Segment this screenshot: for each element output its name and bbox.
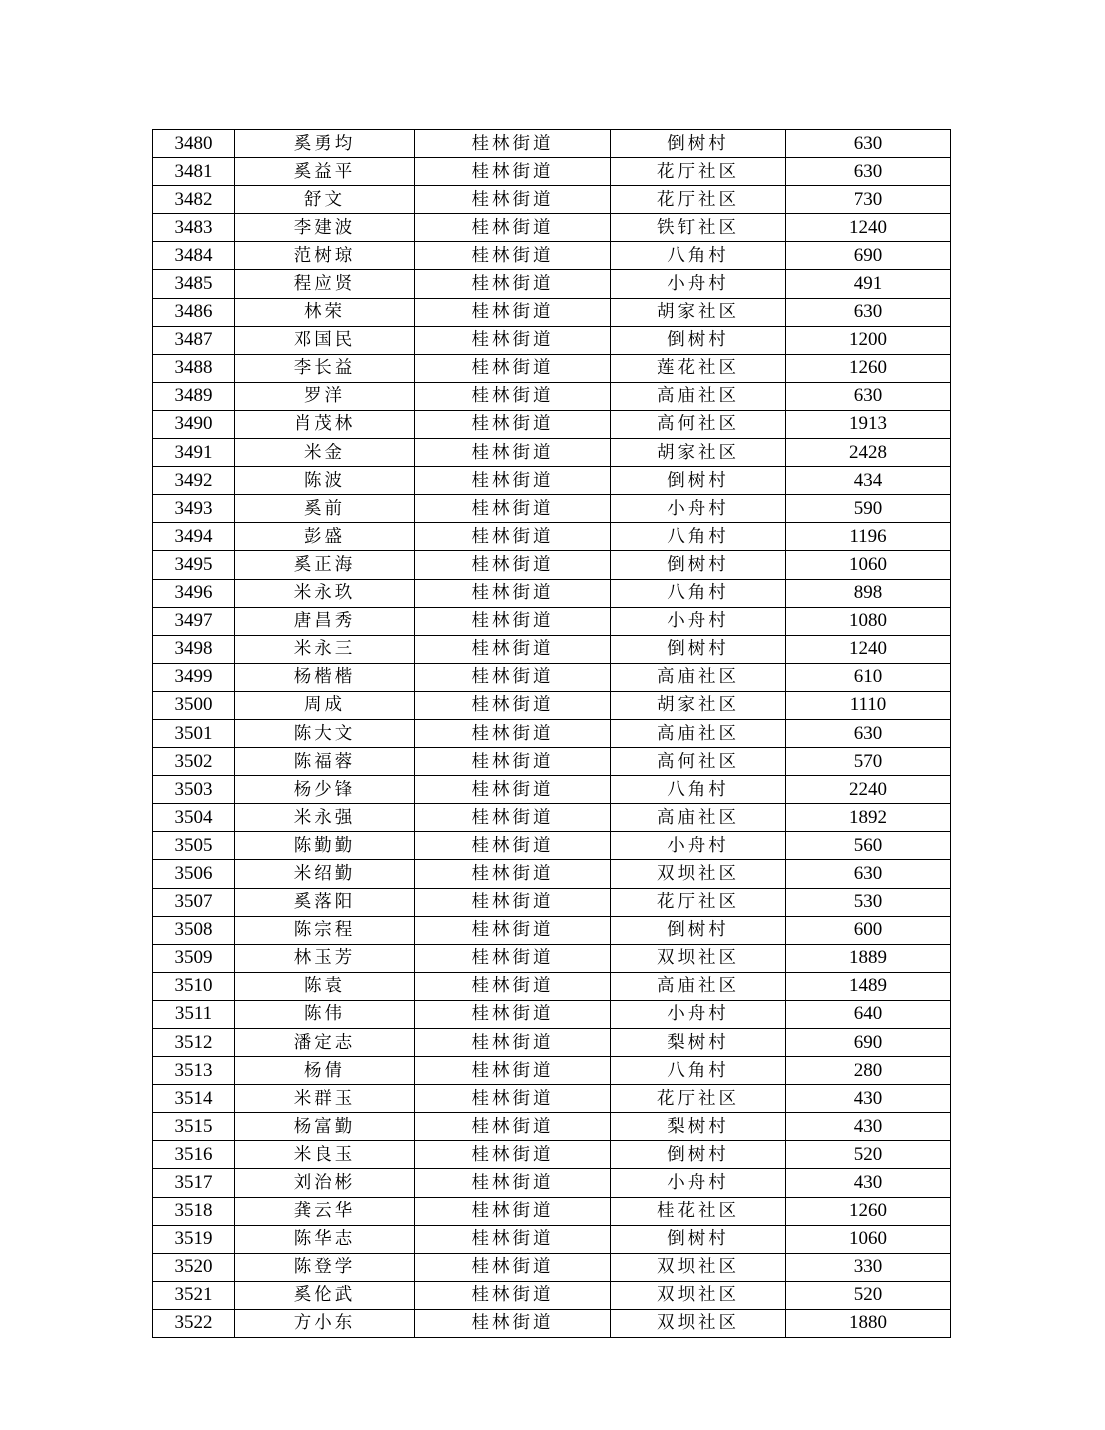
cell-community: 双坝社区 bbox=[611, 860, 786, 888]
cell-name: 方小东 bbox=[235, 1309, 415, 1337]
cell-amount: 1489 bbox=[786, 972, 951, 1000]
cell-amount: 1889 bbox=[786, 944, 951, 972]
cell-street: 桂林街道 bbox=[415, 439, 611, 467]
cell-name: 杨倩 bbox=[235, 1057, 415, 1085]
cell-street: 桂林街道 bbox=[415, 1141, 611, 1169]
cell-serial-no: 3515 bbox=[153, 1113, 235, 1141]
cell-name: 舒文 bbox=[235, 186, 415, 214]
cell-serial-no: 3481 bbox=[153, 158, 235, 186]
table-row bbox=[153, 635, 951, 663]
cell-community: 花厅社区 bbox=[611, 1085, 786, 1113]
cell-serial-no: 3521 bbox=[153, 1281, 235, 1309]
cell-amount: 570 bbox=[786, 748, 951, 776]
table-row bbox=[153, 888, 951, 916]
cell-name: 陈勤勤 bbox=[235, 832, 415, 860]
table-row bbox=[153, 1000, 951, 1028]
cell-name: 邓国民 bbox=[235, 326, 415, 354]
cell-community: 高庙社区 bbox=[611, 382, 786, 410]
cell-street: 桂林街道 bbox=[415, 326, 611, 354]
cell-serial-no: 3495 bbox=[153, 551, 235, 579]
cell-serial-no: 3484 bbox=[153, 242, 235, 270]
cell-street: 桂林街道 bbox=[415, 551, 611, 579]
cell-community: 小舟村 bbox=[611, 832, 786, 860]
cell-name: 李建波 bbox=[235, 214, 415, 242]
table-row bbox=[153, 523, 951, 551]
cell-amount: 430 bbox=[786, 1113, 951, 1141]
table-row bbox=[153, 242, 951, 270]
table-row bbox=[153, 382, 951, 410]
cell-community: 双坝社区 bbox=[611, 1253, 786, 1281]
cell-amount: 1240 bbox=[786, 635, 951, 663]
cell-name: 奚益平 bbox=[235, 158, 415, 186]
table-row bbox=[153, 439, 951, 467]
cell-amount: 690 bbox=[786, 242, 951, 270]
cell-amount: 560 bbox=[786, 832, 951, 860]
cell-name: 奚正海 bbox=[235, 551, 415, 579]
cell-name: 陈登学 bbox=[235, 1253, 415, 1281]
cell-serial-no: 3489 bbox=[153, 382, 235, 410]
cell-amount: 690 bbox=[786, 1029, 951, 1057]
cell-street: 桂林街道 bbox=[415, 523, 611, 551]
cell-serial-no: 3519 bbox=[153, 1225, 235, 1253]
table-row bbox=[153, 1057, 951, 1085]
cell-street: 桂林街道 bbox=[415, 1197, 611, 1225]
cell-street: 桂林街道 bbox=[415, 748, 611, 776]
cell-amount: 630 bbox=[786, 719, 951, 747]
cell-serial-no: 3498 bbox=[153, 635, 235, 663]
table-row bbox=[153, 551, 951, 579]
table-row bbox=[153, 1225, 951, 1253]
cell-street: 桂林街道 bbox=[415, 860, 611, 888]
table-row bbox=[153, 1253, 951, 1281]
cell-name: 米群玉 bbox=[235, 1085, 415, 1113]
cell-amount: 610 bbox=[786, 663, 951, 691]
cell-street: 桂林街道 bbox=[415, 1057, 611, 1085]
cell-amount: 520 bbox=[786, 1141, 951, 1169]
table-row bbox=[153, 1197, 951, 1225]
cell-name: 米永三 bbox=[235, 635, 415, 663]
cell-name: 奚落阳 bbox=[235, 888, 415, 916]
table-row bbox=[153, 130, 951, 158]
cell-serial-no: 3505 bbox=[153, 832, 235, 860]
cell-serial-no: 3518 bbox=[153, 1197, 235, 1225]
cell-street: 桂林街道 bbox=[415, 776, 611, 804]
cell-community: 小舟村 bbox=[611, 1000, 786, 1028]
table-row bbox=[153, 495, 951, 523]
cell-community: 胡家社区 bbox=[611, 691, 786, 719]
cell-serial-no: 3500 bbox=[153, 691, 235, 719]
cell-serial-no: 3503 bbox=[153, 776, 235, 804]
cell-community: 双坝社区 bbox=[611, 1281, 786, 1309]
cell-community: 铁钉社区 bbox=[611, 214, 786, 242]
cell-name: 米永玖 bbox=[235, 579, 415, 607]
cell-community: 胡家社区 bbox=[611, 298, 786, 326]
cell-name: 杨富勤 bbox=[235, 1113, 415, 1141]
cell-name: 林玉芳 bbox=[235, 944, 415, 972]
cell-name: 杨楷楷 bbox=[235, 663, 415, 691]
cell-name: 陈宗程 bbox=[235, 916, 415, 944]
cell-serial-no: 3502 bbox=[153, 748, 235, 776]
cell-serial-no: 3483 bbox=[153, 214, 235, 242]
cell-community: 高庙社区 bbox=[611, 719, 786, 747]
table-row bbox=[153, 270, 951, 298]
cell-name: 陈袁 bbox=[235, 972, 415, 1000]
cell-name: 彭盛 bbox=[235, 523, 415, 551]
cell-serial-no: 3499 bbox=[153, 663, 235, 691]
table-row bbox=[153, 326, 951, 354]
cell-name: 周成 bbox=[235, 691, 415, 719]
cell-amount: 434 bbox=[786, 467, 951, 495]
cell-street: 桂林街道 bbox=[415, 916, 611, 944]
cell-amount: 630 bbox=[786, 130, 951, 158]
cell-street: 桂林街道 bbox=[415, 888, 611, 916]
cell-amount: 590 bbox=[786, 495, 951, 523]
cell-serial-no: 3516 bbox=[153, 1141, 235, 1169]
cell-community: 花厅社区 bbox=[611, 186, 786, 214]
cell-community: 倒树村 bbox=[611, 1141, 786, 1169]
table-row bbox=[153, 944, 951, 972]
cell-street: 桂林街道 bbox=[415, 1225, 611, 1253]
table-row bbox=[153, 776, 951, 804]
cell-amount: 430 bbox=[786, 1085, 951, 1113]
cell-street: 桂林街道 bbox=[415, 579, 611, 607]
cell-street: 桂林街道 bbox=[415, 354, 611, 382]
cell-name: 米良玉 bbox=[235, 1141, 415, 1169]
cell-amount: 2240 bbox=[786, 776, 951, 804]
cell-amount: 1110 bbox=[786, 691, 951, 719]
table-row bbox=[153, 663, 951, 691]
cell-serial-no: 3487 bbox=[153, 326, 235, 354]
table-row bbox=[153, 748, 951, 776]
cell-amount: 630 bbox=[786, 382, 951, 410]
cell-amount: 1060 bbox=[786, 1225, 951, 1253]
table-row bbox=[153, 719, 951, 747]
cell-community: 高何社区 bbox=[611, 410, 786, 438]
cell-amount: 630 bbox=[786, 158, 951, 186]
cell-amount: 1260 bbox=[786, 1197, 951, 1225]
cell-name: 米金 bbox=[235, 439, 415, 467]
cell-community: 倒树村 bbox=[611, 130, 786, 158]
cell-name: 唐昌秀 bbox=[235, 607, 415, 635]
table-row bbox=[153, 158, 951, 186]
cell-community: 倒树村 bbox=[611, 326, 786, 354]
cell-community: 胡家社区 bbox=[611, 439, 786, 467]
cell-name: 陈波 bbox=[235, 467, 415, 495]
cell-serial-no: 3494 bbox=[153, 523, 235, 551]
cell-community: 桂花社区 bbox=[611, 1197, 786, 1225]
cell-community: 高何社区 bbox=[611, 748, 786, 776]
cell-serial-no: 3506 bbox=[153, 860, 235, 888]
table-row bbox=[153, 916, 951, 944]
cell-street: 桂林街道 bbox=[415, 186, 611, 214]
cell-amount: 330 bbox=[786, 1253, 951, 1281]
cell-name: 陈大文 bbox=[235, 719, 415, 747]
table-row bbox=[153, 186, 951, 214]
cell-name: 陈福蓉 bbox=[235, 748, 415, 776]
table-body bbox=[153, 130, 951, 1338]
cell-street: 桂林街道 bbox=[415, 832, 611, 860]
cell-street: 桂林街道 bbox=[415, 242, 611, 270]
cell-community: 八角村 bbox=[611, 1057, 786, 1085]
cell-community: 八角村 bbox=[611, 523, 786, 551]
data-table bbox=[152, 129, 951, 1338]
table-row bbox=[153, 1029, 951, 1057]
cell-community: 双坝社区 bbox=[611, 944, 786, 972]
cell-serial-no: 3507 bbox=[153, 888, 235, 916]
cell-serial-no: 3488 bbox=[153, 354, 235, 382]
cell-street: 桂林街道 bbox=[415, 972, 611, 1000]
cell-community: 高庙社区 bbox=[611, 804, 786, 832]
cell-name: 陈华志 bbox=[235, 1225, 415, 1253]
cell-amount: 1892 bbox=[786, 804, 951, 832]
cell-street: 桂林街道 bbox=[415, 214, 611, 242]
cell-amount: 898 bbox=[786, 579, 951, 607]
table-row bbox=[153, 691, 951, 719]
cell-street: 桂林街道 bbox=[415, 1169, 611, 1197]
cell-amount: 430 bbox=[786, 1169, 951, 1197]
cell-name: 程应贤 bbox=[235, 270, 415, 298]
cell-community: 小舟村 bbox=[611, 495, 786, 523]
cell-community: 花厅社区 bbox=[611, 888, 786, 916]
table-row bbox=[153, 214, 951, 242]
cell-serial-no: 3496 bbox=[153, 579, 235, 607]
cell-street: 桂林街道 bbox=[415, 691, 611, 719]
cell-community: 莲花社区 bbox=[611, 354, 786, 382]
document-page bbox=[152, 129, 951, 1338]
cell-name: 刘治彬 bbox=[235, 1169, 415, 1197]
cell-serial-no: 3493 bbox=[153, 495, 235, 523]
cell-street: 桂林街道 bbox=[415, 1000, 611, 1028]
cell-amount: 1880 bbox=[786, 1309, 951, 1337]
cell-community: 倒树村 bbox=[611, 1225, 786, 1253]
cell-amount: 491 bbox=[786, 270, 951, 298]
cell-name: 潘定志 bbox=[235, 1029, 415, 1057]
cell-name: 奚伦武 bbox=[235, 1281, 415, 1309]
cell-street: 桂林街道 bbox=[415, 158, 611, 186]
table-row bbox=[153, 1169, 951, 1197]
cell-serial-no: 3520 bbox=[153, 1253, 235, 1281]
cell-street: 桂林街道 bbox=[415, 270, 611, 298]
table-row bbox=[153, 467, 951, 495]
cell-street: 桂林街道 bbox=[415, 635, 611, 663]
cell-street: 桂林街道 bbox=[415, 944, 611, 972]
table-row bbox=[153, 410, 951, 438]
cell-name: 米绍勤 bbox=[235, 860, 415, 888]
cell-community: 倒树村 bbox=[611, 916, 786, 944]
cell-street: 桂林街道 bbox=[415, 663, 611, 691]
cell-street: 桂林街道 bbox=[415, 1113, 611, 1141]
cell-street: 桂林街道 bbox=[415, 1029, 611, 1057]
table-row bbox=[153, 1309, 951, 1337]
table-row bbox=[153, 607, 951, 635]
cell-serial-no: 3514 bbox=[153, 1085, 235, 1113]
cell-street: 桂林街道 bbox=[415, 298, 611, 326]
cell-serial-no: 3482 bbox=[153, 186, 235, 214]
cell-amount: 520 bbox=[786, 1281, 951, 1309]
cell-serial-no: 3497 bbox=[153, 607, 235, 635]
table-row bbox=[153, 579, 951, 607]
cell-community: 八角村 bbox=[611, 579, 786, 607]
cell-amount: 1196 bbox=[786, 523, 951, 551]
cell-amount: 600 bbox=[786, 916, 951, 944]
table-row bbox=[153, 972, 951, 1000]
cell-community: 倒树村 bbox=[611, 467, 786, 495]
cell-serial-no: 3485 bbox=[153, 270, 235, 298]
cell-community: 梨树村 bbox=[611, 1029, 786, 1057]
table-row bbox=[153, 832, 951, 860]
cell-amount: 630 bbox=[786, 860, 951, 888]
cell-street: 桂林街道 bbox=[415, 607, 611, 635]
cell-name: 肖茂林 bbox=[235, 410, 415, 438]
cell-serial-no: 3480 bbox=[153, 130, 235, 158]
cell-community: 小舟村 bbox=[611, 1169, 786, 1197]
cell-community: 双坝社区 bbox=[611, 1309, 786, 1337]
table-row bbox=[153, 1281, 951, 1309]
cell-community: 高庙社区 bbox=[611, 663, 786, 691]
cell-community: 高庙社区 bbox=[611, 972, 786, 1000]
cell-street: 桂林街道 bbox=[415, 495, 611, 523]
cell-serial-no: 3490 bbox=[153, 410, 235, 438]
cell-community: 倒树村 bbox=[611, 635, 786, 663]
cell-amount: 530 bbox=[786, 888, 951, 916]
table-row bbox=[153, 1113, 951, 1141]
cell-serial-no: 3512 bbox=[153, 1029, 235, 1057]
cell-community: 八角村 bbox=[611, 242, 786, 270]
cell-amount: 1260 bbox=[786, 354, 951, 382]
cell-name: 米永强 bbox=[235, 804, 415, 832]
cell-serial-no: 3511 bbox=[153, 1000, 235, 1028]
cell-community: 小舟村 bbox=[611, 607, 786, 635]
cell-street: 桂林街道 bbox=[415, 467, 611, 495]
cell-name: 奚勇均 bbox=[235, 130, 415, 158]
cell-amount: 1200 bbox=[786, 326, 951, 354]
cell-serial-no: 3486 bbox=[153, 298, 235, 326]
cell-serial-no: 3504 bbox=[153, 804, 235, 832]
table-row bbox=[153, 860, 951, 888]
cell-amount: 1240 bbox=[786, 214, 951, 242]
cell-community: 梨树村 bbox=[611, 1113, 786, 1141]
cell-serial-no: 3492 bbox=[153, 467, 235, 495]
cell-amount: 730 bbox=[786, 186, 951, 214]
cell-serial-no: 3513 bbox=[153, 1057, 235, 1085]
table-row bbox=[153, 354, 951, 382]
cell-serial-no: 3508 bbox=[153, 916, 235, 944]
cell-amount: 1913 bbox=[786, 410, 951, 438]
cell-community: 花厅社区 bbox=[611, 158, 786, 186]
table-row bbox=[153, 804, 951, 832]
cell-amount: 1080 bbox=[786, 607, 951, 635]
cell-name: 奚前 bbox=[235, 495, 415, 523]
cell-community: 小舟村 bbox=[611, 270, 786, 298]
cell-serial-no: 3510 bbox=[153, 972, 235, 1000]
cell-name: 杨少锋 bbox=[235, 776, 415, 804]
table-row bbox=[153, 1141, 951, 1169]
cell-name: 李长益 bbox=[235, 354, 415, 382]
cell-amount: 640 bbox=[786, 1000, 951, 1028]
cell-name: 林荣 bbox=[235, 298, 415, 326]
cell-serial-no: 3491 bbox=[153, 439, 235, 467]
cell-amount: 2428 bbox=[786, 439, 951, 467]
cell-name: 范树琼 bbox=[235, 242, 415, 270]
table-row bbox=[153, 298, 951, 326]
cell-amount: 280 bbox=[786, 1057, 951, 1085]
cell-street: 桂林街道 bbox=[415, 1085, 611, 1113]
cell-serial-no: 3522 bbox=[153, 1309, 235, 1337]
cell-serial-no: 3517 bbox=[153, 1169, 235, 1197]
cell-name: 陈伟 bbox=[235, 1000, 415, 1028]
cell-amount: 630 bbox=[786, 298, 951, 326]
cell-serial-no: 3501 bbox=[153, 719, 235, 747]
cell-street: 桂林街道 bbox=[415, 130, 611, 158]
cell-serial-no: 3509 bbox=[153, 944, 235, 972]
table-row bbox=[153, 1085, 951, 1113]
cell-amount: 1060 bbox=[786, 551, 951, 579]
cell-street: 桂林街道 bbox=[415, 1281, 611, 1309]
cell-community: 八角村 bbox=[611, 776, 786, 804]
cell-street: 桂林街道 bbox=[415, 410, 611, 438]
cell-street: 桂林街道 bbox=[415, 382, 611, 410]
cell-name: 罗洋 bbox=[235, 382, 415, 410]
cell-street: 桂林街道 bbox=[415, 804, 611, 832]
cell-street: 桂林街道 bbox=[415, 1253, 611, 1281]
cell-community: 倒树村 bbox=[611, 551, 786, 579]
cell-name: 龚云华 bbox=[235, 1197, 415, 1225]
cell-street: 桂林街道 bbox=[415, 719, 611, 747]
cell-street: 桂林街道 bbox=[415, 1309, 611, 1337]
